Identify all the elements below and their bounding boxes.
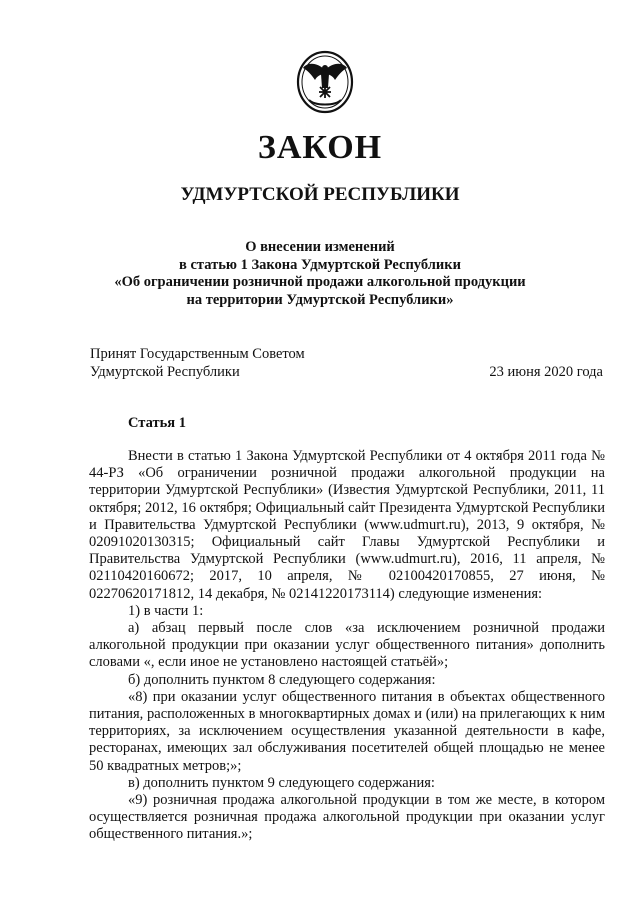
article-paragraph: «9) розничная продажа алкогольной продукции в том же месте, в котором осуществляется розничная продажа алкогольной продукции при оказании услуг общественного питания.»; bbox=[89, 792, 605, 843]
article-paragraph: а) абзац первый после слов «за исключением розничной продажи алкогольной продукции при оказании услуг общественного питания» дополнить словами «, если иное не установлено настоящей статьёй»; bbox=[89, 620, 605, 671]
article-paragraph: 1) в части 1: bbox=[128, 602, 204, 619]
adopted-line: Удмуртской Республики bbox=[90, 364, 240, 380]
law-subtitle: УДМУРТСКОЙ РЕСПУБЛИКИ bbox=[180, 184, 460, 205]
law-subject bbox=[0, 239, 640, 309]
subject-line: О внесении изменений bbox=[245, 239, 395, 255]
article-body bbox=[89, 448, 605, 844]
article-paragraph: б) дополнить пунктом 8 следующего содержания: bbox=[128, 671, 436, 688]
article-paragraph: в) дополнить пунктом 9 следующего содержания: bbox=[128, 774, 435, 791]
subject-line: на территории Удмуртской Республики» bbox=[186, 291, 454, 308]
subject-line: в статью 1 Закона Удмуртской Республики bbox=[179, 256, 461, 273]
article-paragraph: «8) при оказании услуг общественного питания в объектах общественного питания, расположенных в многоквартирных домах и (или) на прилегающих к ним территориях, за исключением осуществления указанной деятельности в кафе, ресторанах, имеющих зал обслуживания посетителей общей площадью не менее 50 квадратных метров;»; bbox=[89, 688, 605, 774]
coat-of-arms-icon bbox=[295, 50, 355, 114]
law-title: ЗАКОН bbox=[257, 129, 383, 166]
adoption-date: 23 июня 2020 года bbox=[489, 364, 603, 380]
article-paragraph: Внести в статью 1 Закона Удмуртской Республики от 4 октября 2011 года № 44-РЗ «Об ограничении розничной продажи алкогольной продукции на территории Удмуртской Республики» (Известия Удмуртской Республики, 2011, 11 октября; 2012, 16 октября; Официальный сайт Президента Удмуртской Республики и Правительства Удмуртской Республики (www.udmurt.ru), 2013, 9 октября, № 02091020130315; Официальный сайт Главы Удмуртской Республики и Правительства Удмуртской Республики (www.udmurt.ru), 2016, 11 апреля, № 02110420160672; 2017, 10 апреля, № 02100420170855, 27 июня, № 02270620171812, 14 декабря, № 02141220173114) следующие изменения: bbox=[89, 448, 605, 602]
subject-line: «Об ограничении розничной продажи алкогольной продукции bbox=[114, 274, 526, 290]
adopted-by bbox=[90, 345, 350, 381]
article-title: Статья 1 bbox=[128, 415, 186, 431]
adopted-line: Принят Государственным Советом bbox=[90, 346, 305, 362]
